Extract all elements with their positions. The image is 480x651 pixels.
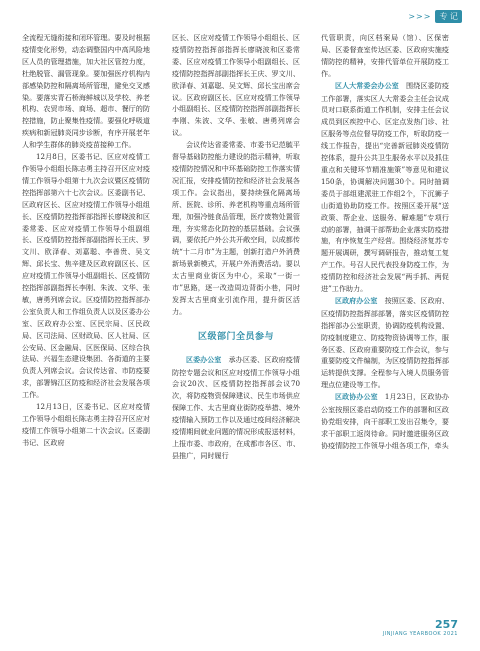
paragraph bbox=[172, 354, 300, 462]
text-column-1 bbox=[22, 32, 150, 449]
page-footer bbox=[383, 618, 458, 637]
text-column-3 bbox=[321, 32, 449, 452]
subsection-heading: 区委办公室 bbox=[186, 355, 222, 364]
paragraph bbox=[321, 80, 449, 295]
paragraph-text: 承办区委、区政府疫情防控专题会议和区应对疫情工作领导小组会议20次、区疫情防控指挥部会议70次，将防疫物资保障建议、民生市场供应保障工作、太古里商业街防疫举措、境外疫情输入预防工作以及通过疫间经济解决疫情期间就业问题的情况形成报送材料，上报市委、市政府，在成都市各区、市、县推广，同时履行 bbox=[172, 354, 301, 460]
page-number: 257 bbox=[435, 618, 458, 631]
paragraph: 全流程无缝衔接和闭环管理。要及时根据疫情变化形势，动态调整国内中高风险地区人员的管理措施，加大社区管控力度，杜绝脱管、漏管现象。要加强医疗机构内部感染防控和隔离场所管理，避免交叉感染。要落实青石桥海鲜城以及学校、养老机构、农贸市场、商场、超市、餐厅的防控措施，防止聚集性疫情。要强化呼吸道疾病和新冠肺炎同步诊断，有序开展老年人和学生群体的肺炎疫苗接种工作。 bbox=[22, 33, 150, 150]
paragraph bbox=[321, 391, 449, 452]
subsection-heading: 区政府办公室 bbox=[335, 296, 378, 305]
paragraph bbox=[321, 295, 449, 391]
magazine-name: JINJIANG YEARBOOK 2021 bbox=[382, 631, 458, 637]
paragraph: 代管职责，向区档案局（馆）、区保密局、区委督查室传达区委、区政府实施疫情防控的精神，安排代管单位开展防疫工作。 bbox=[321, 33, 449, 78]
text-column-2 bbox=[172, 32, 300, 462]
paragraph-text: 按照区委、区政府、区疫情防控指挥部部署，落实区疫情防控指挥部办公室职责，协调防疫机构设置、防疫制度建立、防疫物资协调等工作，服务区委、区政府重要防疫工作会议，参与重要防疫文件编制，为区疫情防控指挥部运转提供支撑。全程参与入境人员服务管理点位建设等工作。 bbox=[321, 295, 450, 390]
paragraph-text: 1月23日，区政协办公室按照区委启动防疫工作的部署和区政协党组安排，向干部职工发出召集令，要求干部职工返岗待命。同时邀进服务区政协疫情防控工作领导小组各项工作，牵头 bbox=[321, 392, 450, 450]
section-tag: 专 记 bbox=[435, 10, 462, 23]
header-arrows: >>> bbox=[408, 11, 432, 21]
subsection-heading: 区人大常委会办公室 bbox=[335, 81, 399, 90]
paragraph: 会议传达省委常委、市委书记范毓平督导基础防控能力建设的指示精神，听取疫情防控情况和中环基础防控工作落实情况汇报，安排疫情防控和经济社会发展各项工作。会议指出，要持续强化隔离场所、医院、诊所、养老机构等重点场所管理，加强冷链食品管理，医疗废物处置管理，夯实常态化防控的基层基础。会议强调，要依托户外公共开敞空间，以成都传统“十二月市”为主题，创新打造户外消费新场景新模式，开展户外消费活动。要以太古里商业街区为中心，采取“一街一市”思路，逐一改造周边背街小巷，同时发挥太古里商业引流作用，提升街区活力。 bbox=[172, 140, 300, 316]
paragraph: 12月13日，区委书记、区应对疫情工作领导小组组长陈志勇主持召开区应对疫情工作领导小组第二十次会议。区委副书记、区政府 bbox=[22, 402, 150, 447]
paragraph: 12月8日，区委书记、区应对疫情工作领导小组组长陈志勇主持召开区应对疫情工作领导小组第十九次会议暨区疫情防控指挥部第六十七次会议。区委副书记、区政府区长、区应对疫情工作领导小组组长、区疫情防控指挥部指挥长廖晓波和区委常委、区应对疫情工作领导小组副组长、区疫情防控指挥部副指挥长王庆、罗文川、欧泽春、刘嘉聪、李善贵、吴文辉、邱长宝、焦辛建及区政府副区长、区应对疫情工作领导小组副组长、区疫情防控指挥部副指挥长李刚、朱波、文华、张敏，唐勇列席会议。区疫情防控指挥部办公室负责人和工作组负责人以及区委办公室、区政府办公室、区民宗局、区民政局、区司法局、区财政局、区人社局、区公安局、区金融局、区医保局、区综合执法局、兴福生态建设集团、各街道的主要负责人列席会议。会议传达省、市防疫要求，部署锦江区防疫和经济社会发展各项工作。 bbox=[22, 152, 150, 400]
paragraph: 区长、区应对疫情工作领导小组组长、区疫情防控指挥部指挥长廖晓波和区委常委、区应对疫情工作领导小组副组长、区疫情防控指挥部副指挥长王庆、罗文川、欧泽春、刘嘉聪、吴文辉、邱长宝出席会议。区政府副区长、区应对疫情工作领导小组副组长、区疫情防控指挥部副指挥长李刚、朱波、文华、张敏、唐勇列席会议。 bbox=[172, 33, 300, 138]
section-title: 区级部门全员参与 bbox=[197, 331, 274, 342]
subsection-heading: 区政协办公室 bbox=[335, 393, 378, 402]
running-header bbox=[408, 8, 462, 24]
paragraph-text: 围绕区委防疫工作部署，落实区人大常委会主任会议成员对口联系街道工作机制，安排主任会议成员到区疾控中心、区定点发热门诊、社区服务等点位督导防疫工作，听取防疫一线工作报告，提出“完善新冠肺炎疫情防控体系，提升公共卫生服务水平以及抓住重点和关键环节精准施策”等意见和建议150条，协调解决问题30个。同时抽调委员于部组建派驻工作组2个，下沉狮子山街道协助防疫工作。按照区委开展“送政策、帮企业、送服务、解难题”专项行动的部署，抽调干部帮助企业落实防疫措施，有序恢复生产经营。围绕经济复苏专题开展调研，撰写调研报告，推动复工复产工作。号召人民代表投身防疫工作，为疫情防控和经济社会发展“两手抓、两促进”工作助力。 bbox=[321, 80, 450, 294]
